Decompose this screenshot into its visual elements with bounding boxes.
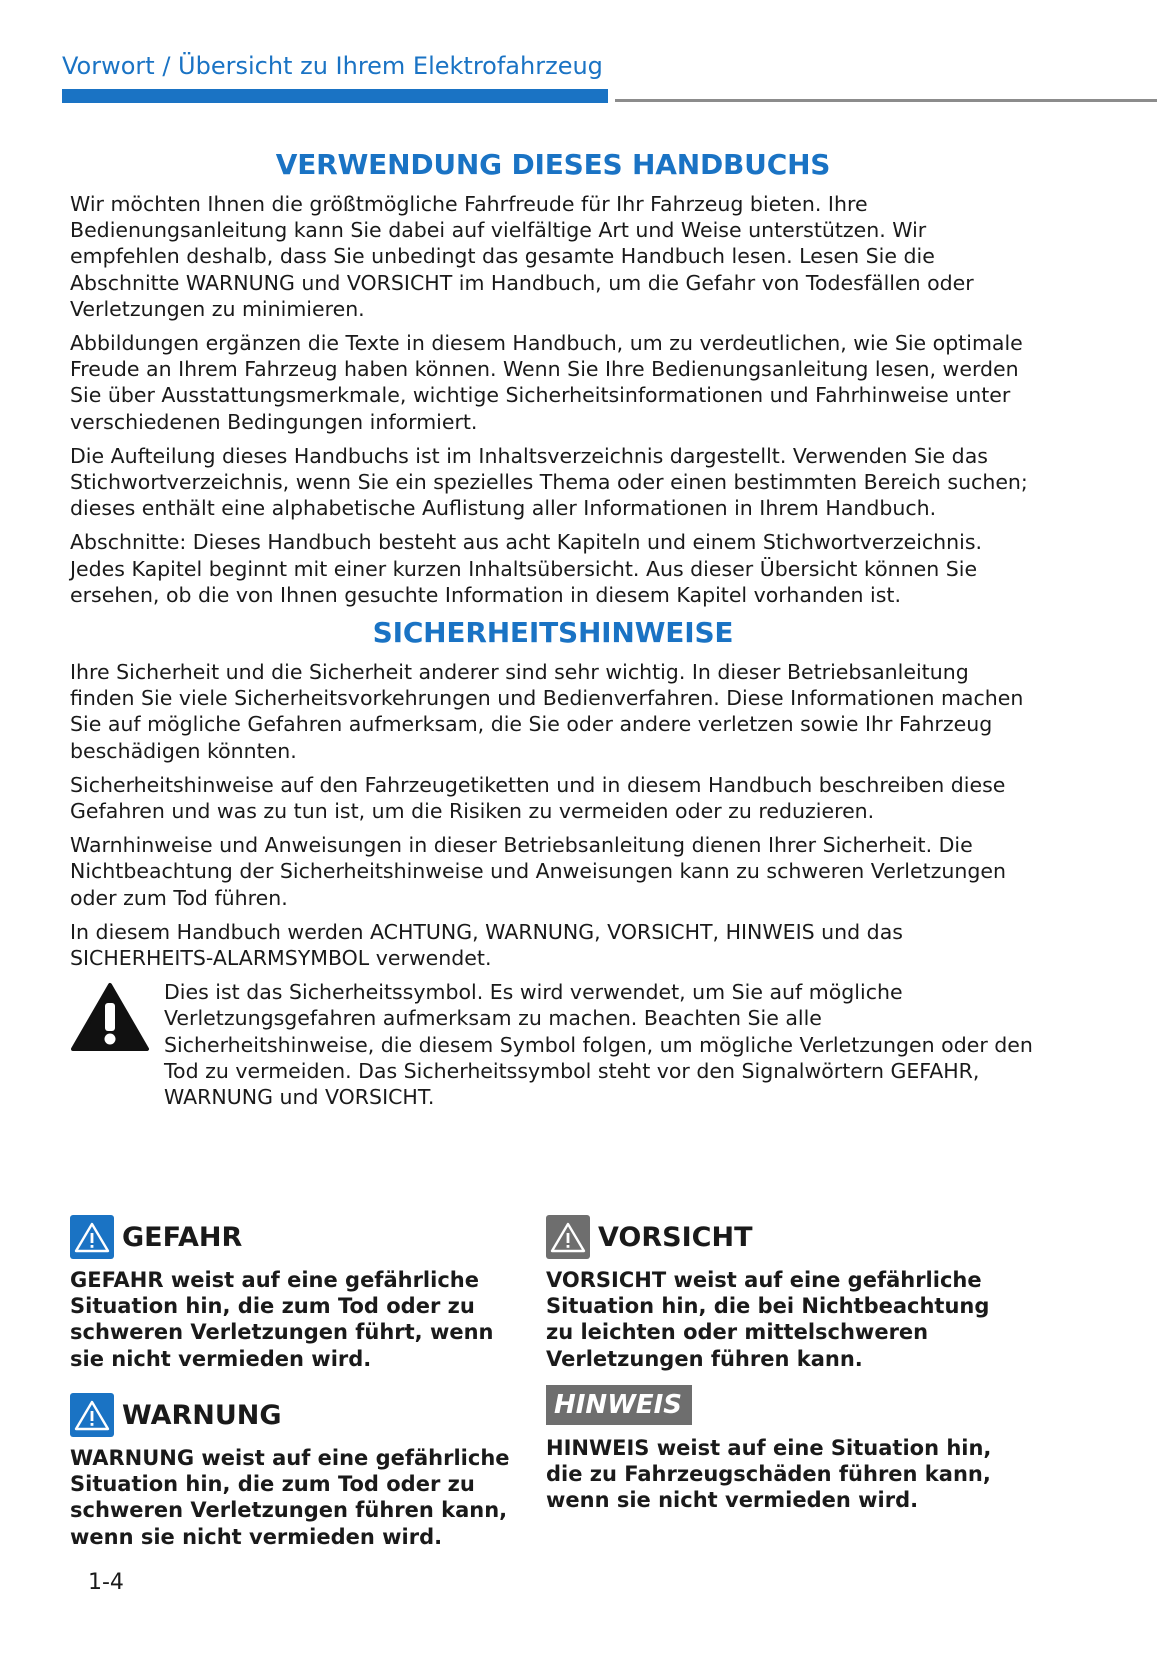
warning-icon [70,1393,114,1437]
breadcrumb: Vorwort / Übersicht zu Ihrem Elektrofahrzeug [62,52,603,80]
warning-icon [546,1215,590,1259]
signal-title [70,1391,530,1439]
header-accent-bar [62,89,608,103]
paragraph: Wir möchten Ihnen die größtmögliche Fahrfreude für Ihr Fahrzeug bieten. Ihre Bedienungsanleitung kann Sie dabei auf vielfältige Art und Weise unterstützen. Wir empfehlen deshalb, dass Sie unbedingt das gesamte Handbuch lesen. Lesen Sie die Abschnitte WARNUNG und VORSICHT im Handbuch, um die Gefahr von Todesfällen oder Verletzungen zu minimieren. [70,192,974,321]
safety-symbol-text: Dies ist das Sicherheitssymbol. Es wird verwendet, um Sie auf mögliche Verletzungsgefahren aufmerksam zu machen. Beachten Sie alle Sicherheitshinweise, die diesem Symbol folgen, um mögliche Verletzungen oder den Tod zu vermeiden. Das Sicherheitssymbol steht vor den Signalwörtern GEFAHR, WARNUNG und VORSICHT. [164,980,1033,1110]
main-content [70,148,1036,1110]
signal-label: WARNUNG [122,1399,282,1431]
signal-description: WARNUNG weist auf eine gefährliche Situation hin, die zum Tod oder zu schweren Verletzungen führen kann, wenn sie nicht vermieden wird. [70,1446,510,1549]
signal-label: GEFAHR [122,1221,243,1253]
paragraph: In diesem Handbuch werden ACHTUNG, WARNUNG, VORSICHT, HINWEIS und das SICHERHEITS-ALARMSYMBOL verwendet. [70,919,903,971]
paragraph: Abschnitte: Dieses Handbuch besteht aus acht Kapiteln und einem Stichwortverzeichnis. Jedes Kapitel beginnt mit einer kurzen Inhaltsübersicht. Aus dieser Übersicht können Sie ersehen, ob die von Ihnen gesuchte Information in diesem Kapitel vorhanden ist. [70,530,983,607]
safety-symbol-block [70,979,1036,1110]
page-number: 1-4 [88,1570,124,1595]
section-title-usage: VERWENDUNG DIESES HANDBUCHS [275,148,831,181]
signal-description: VORSICHT weist auf eine gefährliche Situation hin, die bei Nichtbeachtung zu leichten oder mittelschweren Verletzungen führen kann. [546,1268,990,1371]
signal-label: VORSICHT [598,1221,753,1253]
paragraph: Ihre Sicherheit und die Sicherheit anderer sind sehr wichtig. In dieser Betriebsanleitung finden Sie viele Sicherheitsvorkehrungen und Bedienverfahren. Diese Informationen machen Sie auf mögliche Gefahren aufmerksam, die Sie oder andere verletzen sowie Ihr Fahrzeug beschädigen könnten. [70,660,1024,763]
signal-vorsicht [546,1213,1006,1372]
warning-icon [70,1215,114,1259]
signal-title [70,1213,530,1261]
signal-title [546,1213,1006,1261]
signal-warnung [70,1391,530,1550]
section-title-safety: SICHERHEITSHINWEISE [372,616,734,650]
warning-triangle-icon [70,981,150,1053]
signal-label-hinweis: HINWEIS [546,1385,692,1425]
signal-word-grid [70,1213,1050,1553]
paragraph: Abbildungen ergänzen die Texte in diesem Handbuch, um zu verdeutlichen, wie Sie optimale Freude an Ihrem Fahrzeug haben können. Wenn Sie Ihre Bedienungsanleitung lesen, werden Sie über Ausstattungsmerkmale, wichtige Sicherheitsinformationen und Fahrhinweise unter verschiedenen Bedingungen informiert. [70,331,1023,434]
paragraph: Warnhinweise und Anweisungen in dieser Betriebsanleitung dienen Ihrer Sicherheit. Die Nichtbeachtung der Sicherheitshinweise und Anweisungen kann zu schweren Verletzungen oder zum Tod führen. [70,833,1006,910]
header-divider [615,99,1157,102]
paragraph: Die Aufteilung dieses Handbuchs ist im Inhaltsverzeichnis dargestellt. Verwenden Sie das Stichwortverzeichnis, wenn Sie ein spezielles Thema oder einen bestimmten Bereich suchen; dieses enthält eine alphabetische Auflistung aller Informationen in Ihrem Handbuch. [70,443,1028,521]
signal-description: GEFAHR weist auf eine gefährliche Situation hin, die zum Tod oder zu schweren Verletzungen führt, wenn sie nicht vermieden wird. [70,1268,494,1371]
signal-hinweis [546,1385,1006,1514]
signal-gefahr [70,1213,530,1372]
signal-description: HINWEIS weist auf eine Situation hin, die zu Fahrzeugschäden führen kann, wenn sie nicht vermieden wird. [546,1436,992,1513]
paragraph: Sicherheitshinweise auf den Fahrzeugetiketten und in diesem Handbuch beschreiben diese Gefahren und was zu tun ist, um die Risiken zu vermeiden oder zu reduzieren. [70,772,1006,824]
